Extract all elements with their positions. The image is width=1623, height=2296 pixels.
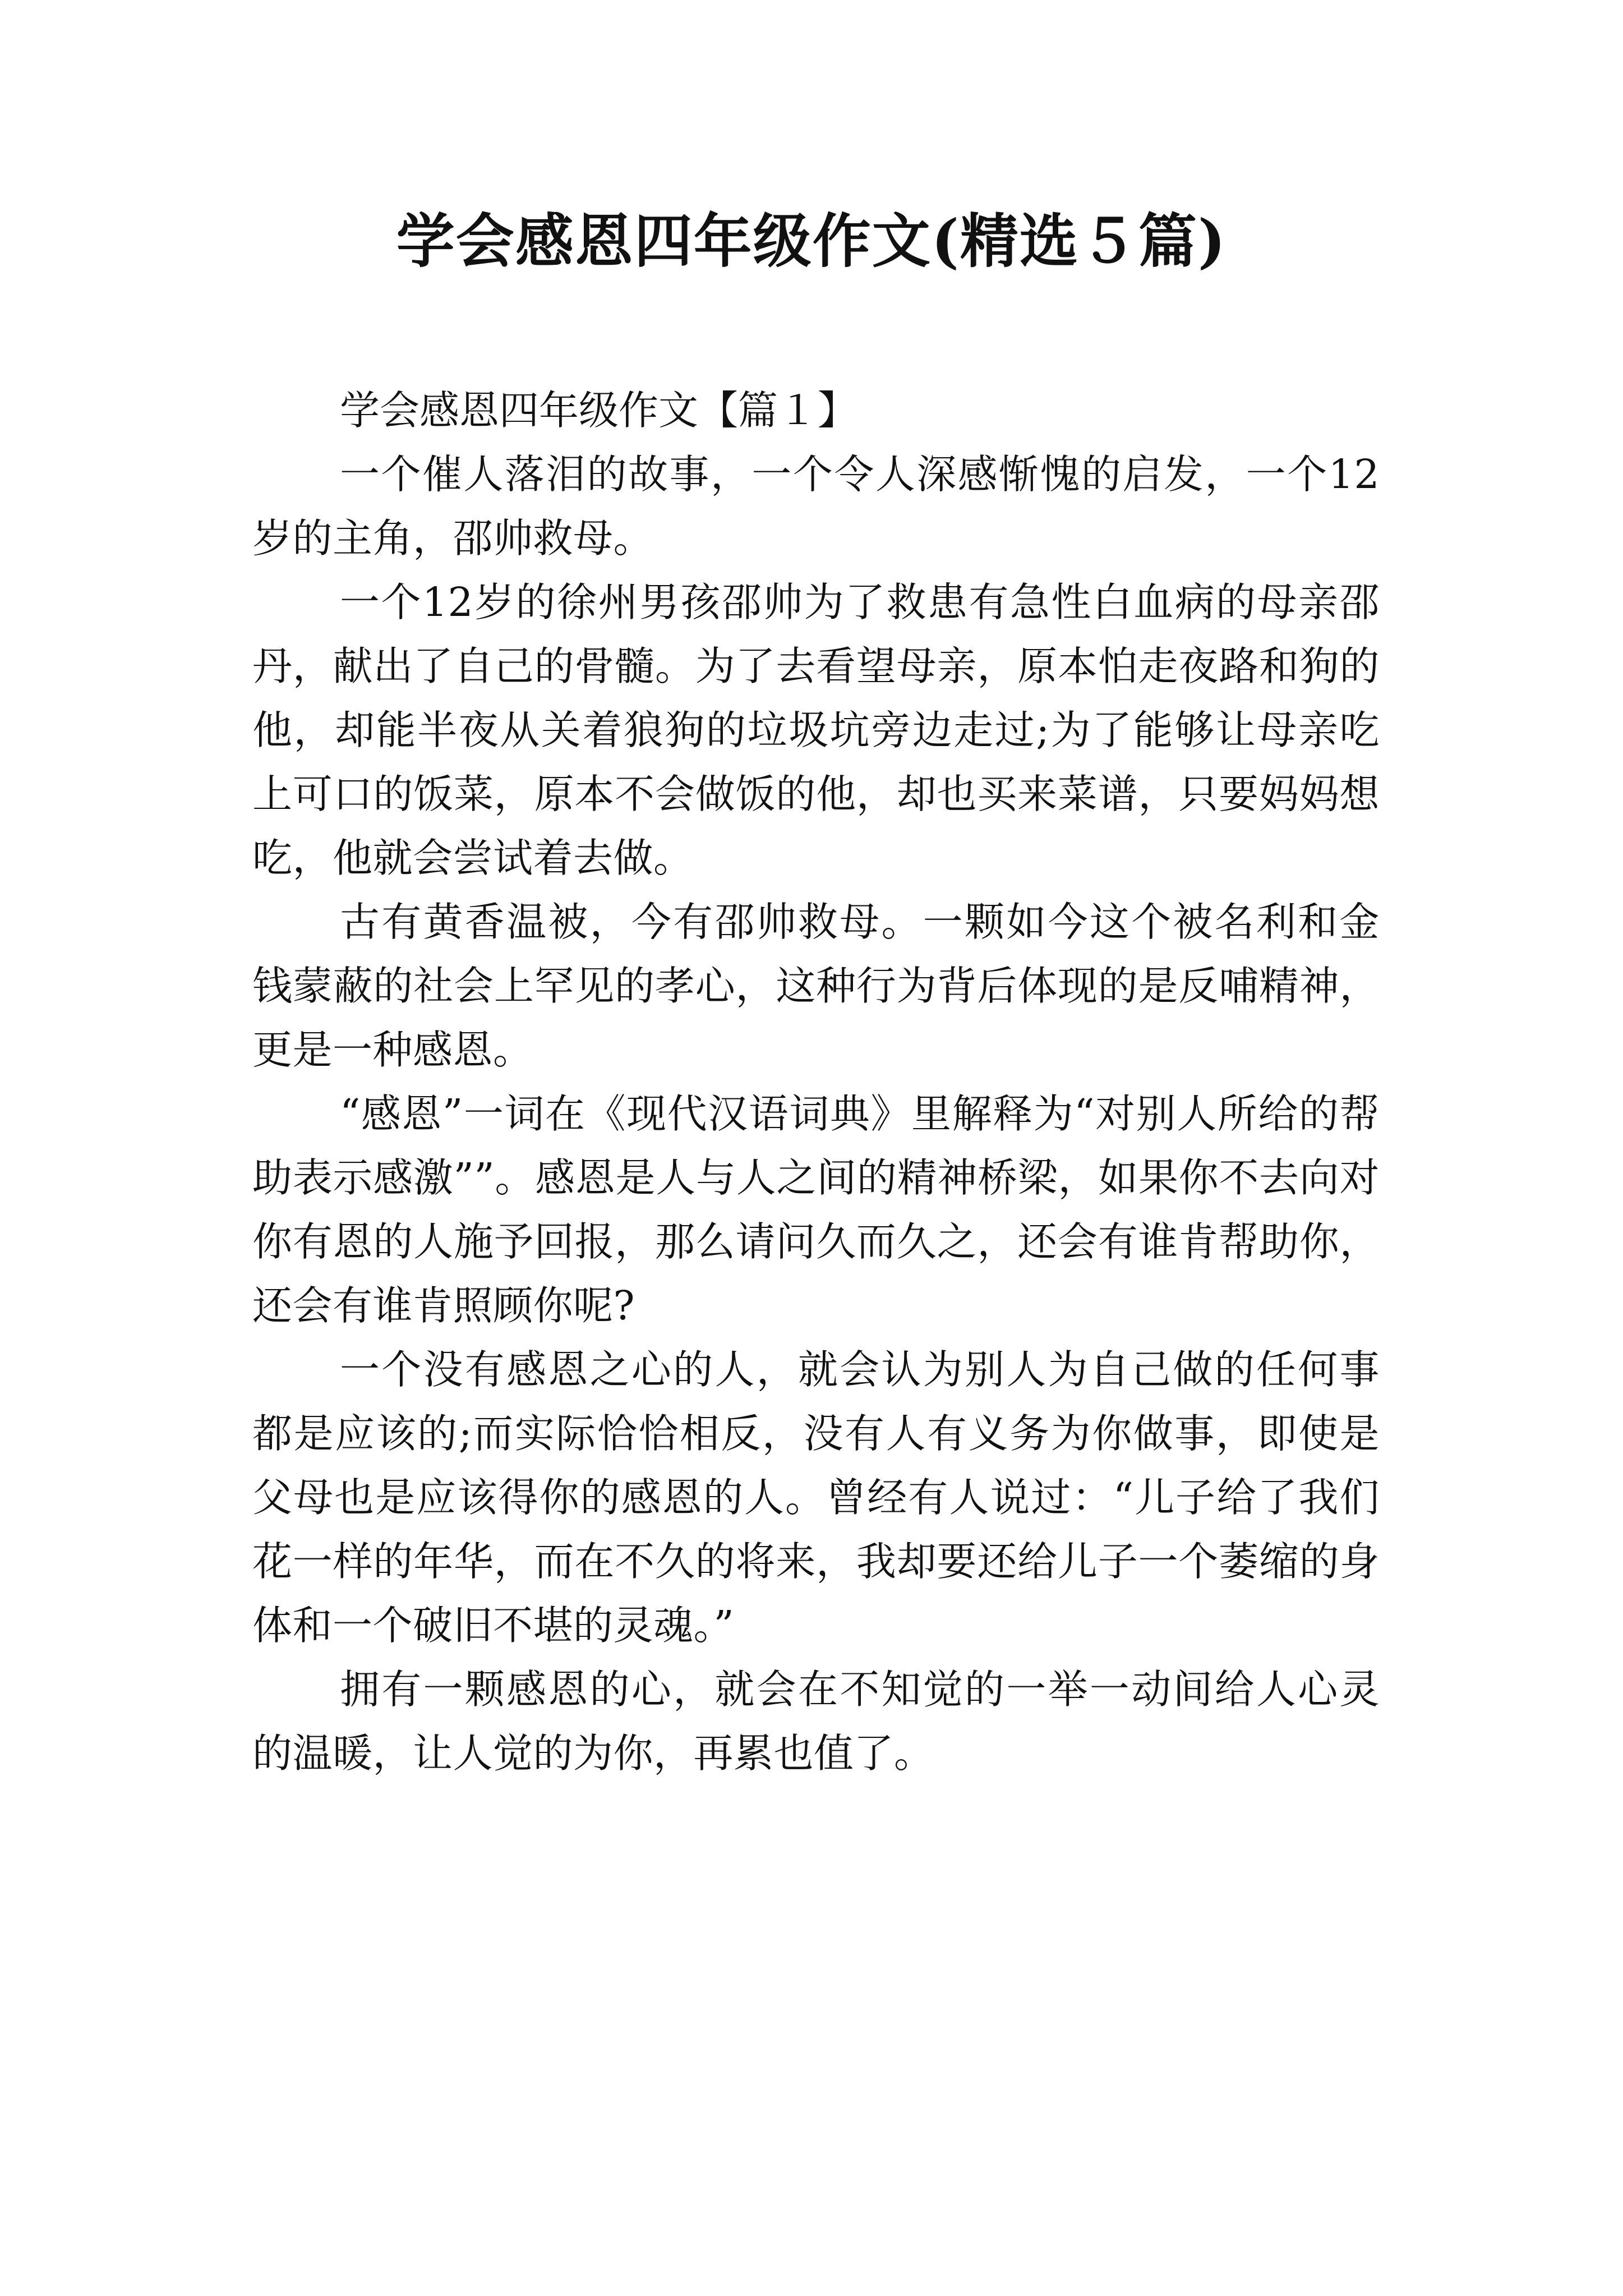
- paragraph: 一个12岁的徐州男孩邵帅为了救患有急性白血病的母亲邵丹，献出了自己的骨髓。为了去看望母亲，原本怕走夜路和狗的他，却能半夜从关着狼狗的垃圾坑旁边走过;为了能够让母亲吃上可口的饭菜，原本不会做饭的他，却也买来菜谱，只要妈妈想吃，他就会尝试着去做。: [252, 579, 1380, 881]
- paragraph: “感恩”一词在《现代汉语词典》里解释为“对别人所给的帮助表示感激””。感恩是人与人之间的精神桥梁，如果你不去向对你有恩的人施予回报，那么请问久而久之，还会有谁肯帮助你，还会有谁肯照顾你呢?: [252, 1091, 1380, 1329]
- paragraph: 古有黄香温被，今有邵帅救母。一颗如今这个被名利和金钱蒙蔽的社会上罕见的孝心，这种行为背后体现的是反哺精神，更是一种感恩。: [252, 899, 1380, 1073]
- section-heading: 学会感恩四年级作文【篇１】: [340, 387, 858, 434]
- document-body: [252, 379, 1380, 1786]
- document-title: 学会感恩四年级作文(精选５篇): [396, 206, 1227, 275]
- paragraph: 一个催人落泪的故事，一个令人深感惭愧的启发，一个12岁的主角，邵帅救母。: [252, 451, 1380, 562]
- paragraph: 一个没有感恩之心的人，就会认为别人为自己做的任何事都是应该的;而实际恰恰相反，没有人有义务为你做事，即使是父母也是应该得你的感恩的人。曾经有人说过：“儿子给了我们花一样的年华，而在不久的将来，我却要还给儿子一个萎缩的身体和一个破旧不堪的灵魂。”: [252, 1346, 1380, 1649]
- paragraph: 拥有一颗感恩的心，就会在不知觉的一举一动间给人心灵的温暖，让人觉的为你，再累也值了。: [252, 1666, 1380, 1777]
